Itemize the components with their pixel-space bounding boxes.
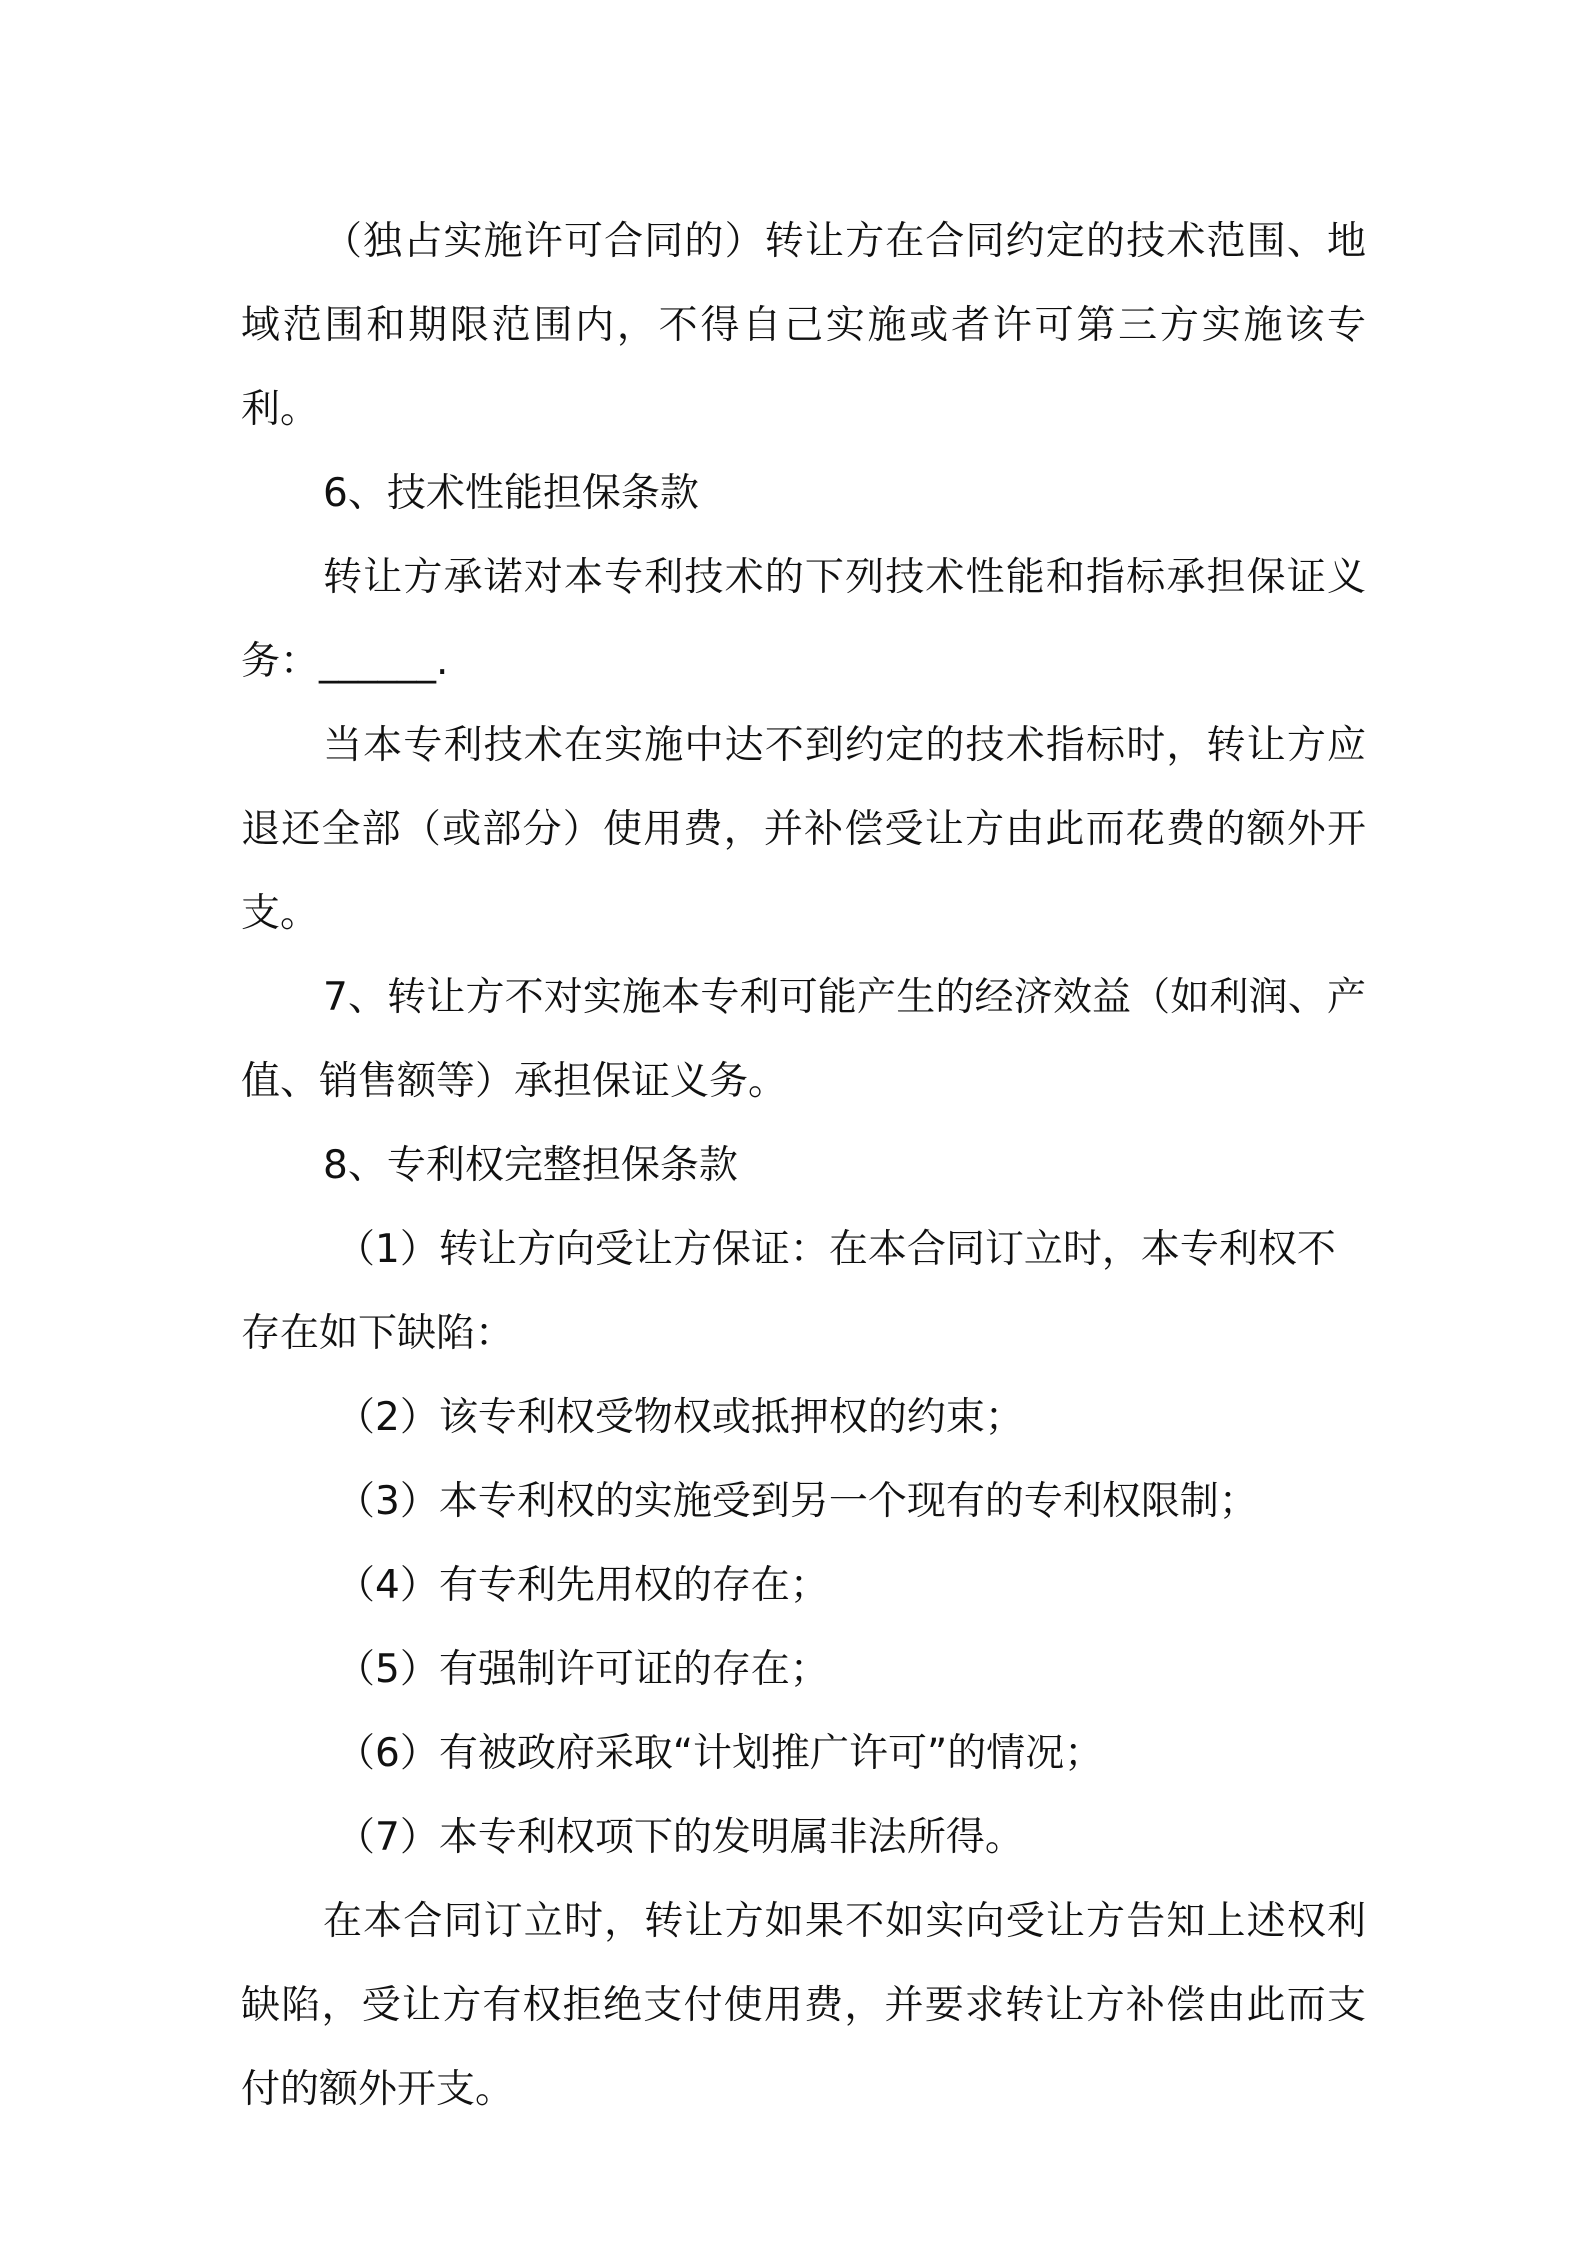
list-item-6: （6）有被政府采取“计划推广许可”的情况； bbox=[336, 1731, 1104, 1776]
paragraph-refund-clause: 当本专利技术在实施中达不到约定的技术指标时，转让方应退还全部（或部分）使用费，并补偿受让方由此而花费的额外开支。 bbox=[241, 723, 1366, 936]
list-item-4: （4）有专利先用权的存在； bbox=[336, 1563, 829, 1608]
list-item-7: （7）本专利权项下的发明属非法所得。 bbox=[336, 1815, 1024, 1860]
section-7-economic-benefit: 7、转让方不对实施本专利可能产生的经济效益（如利润、产值、销售额等）承担保证义务。 bbox=[241, 975, 1366, 1104]
list-item-1: （1）转让方向受让方保证：在本合同订立时，本专利权不存在如下缺陷： bbox=[241, 1227, 1336, 1356]
section-heading-8: 8、专利权完整担保条款 bbox=[323, 1143, 738, 1188]
list-item-2: （2）该专利权受物权或抵押权的约束； bbox=[336, 1395, 1024, 1440]
section-heading-6: 6、技术性能担保条款 bbox=[323, 471, 699, 516]
paragraph-exclusive-license: （独占实施许可合同的）转让方在合同约定的技术范围、地域范围和期限范围内，不得自己实施或者许可第三方实施该专利。 bbox=[241, 219, 1366, 432]
paragraph-performance-guarantee: 转让方承诺对本专利技术的下列技术性能和指标承担保证义务：______. bbox=[241, 555, 1366, 684]
paragraph-defect-disclosure: 在本合同订立时，转让方如果不如实向受让方告知上述权利缺陷，受让方有权拒绝支付使用费，并要求转让方补偿由此而支付的额外开支。 bbox=[241, 1899, 1366, 2112]
list-item-3: （3）本专利权的实施受到另一个现有的专利权限制； bbox=[336, 1479, 1258, 1524]
list-item-5: （5）有强制许可证的存在； bbox=[336, 1647, 829, 1692]
document-body bbox=[241, 200, 1366, 2132]
